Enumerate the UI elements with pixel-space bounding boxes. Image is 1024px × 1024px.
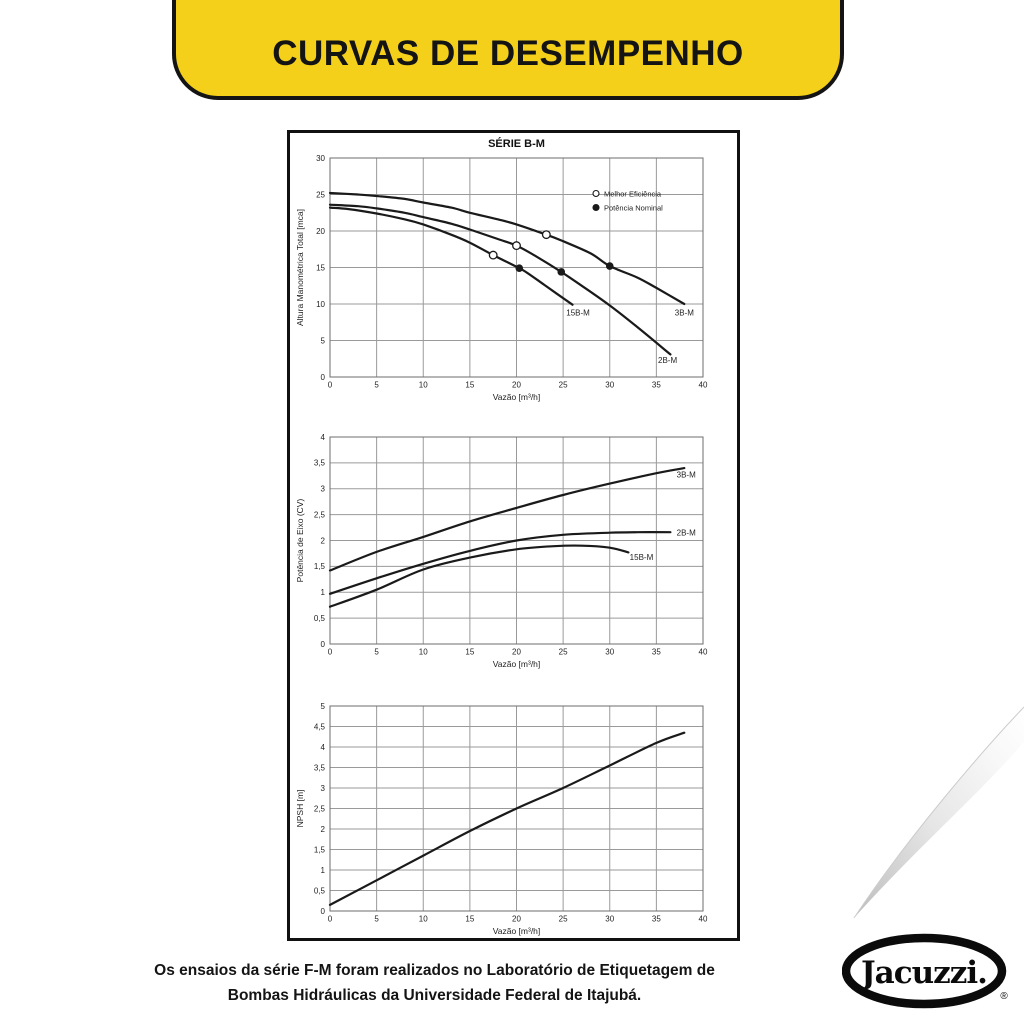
y-axis-label: NPSH [m] — [295, 789, 305, 828]
footer-note — [112, 958, 757, 1008]
svg-text:0: 0 — [320, 906, 325, 916]
svg-text:0: 0 — [327, 914, 333, 924]
svg-text:0: 0 — [327, 380, 333, 390]
svg-text:2: 2 — [320, 536, 325, 546]
svg-text:30: 30 — [605, 380, 615, 390]
series-label-2B-M: 2B-M — [658, 356, 678, 366]
svg-text:20: 20 — [512, 380, 521, 390]
svg-text:1,5: 1,5 — [313, 562, 325, 572]
rated-power-marker — [515, 264, 523, 272]
svg-text:2,5: 2,5 — [313, 510, 325, 520]
series-label-2B-M: 2B-M — [676, 528, 696, 538]
svg-text:4: 4 — [320, 432, 325, 442]
logo-text: Jacuzzi. — [861, 955, 987, 991]
performance-charts-panel — [287, 130, 740, 941]
series-label-3B-M: 3B-M — [676, 470, 696, 480]
footer-line-2: Bombas Hidráulicas da Universidade Federal de Itajubá. — [227, 987, 642, 1004]
svg-text:2: 2 — [320, 824, 325, 834]
svg-text:4: 4 — [320, 742, 325, 752]
y-axis-label: Altura Manométrica Total [mca] — [295, 209, 305, 326]
svg-text:0,5: 0,5 — [313, 613, 325, 623]
legend-open-marker-icon — [593, 191, 599, 197]
svg-text:40: 40 — [698, 914, 708, 924]
svg-text:1,5: 1,5 — [313, 845, 325, 855]
svg-text:25: 25 — [316, 190, 325, 200]
svg-text:3,5: 3,5 — [313, 458, 325, 468]
svg-text:5: 5 — [374, 647, 379, 657]
series-label-15B-M: 15B-M — [566, 308, 590, 318]
svg-text:2,5: 2,5 — [313, 804, 325, 814]
best-efficiency-marker — [489, 251, 497, 259]
svg-text:25: 25 — [558, 647, 568, 657]
legend-item-label: Melhor Eficiência — [604, 189, 662, 199]
jacuzzi-logo — [842, 933, 1024, 1017]
svg-text:10: 10 — [418, 914, 428, 924]
rated-power-marker — [557, 268, 565, 276]
svg-text:30: 30 — [316, 153, 325, 163]
svg-text:0: 0 — [320, 372, 325, 382]
registered-mark: ® — [1000, 991, 1008, 1002]
chart-title: SÉRIE B-M — [488, 138, 545, 150]
svg-text:10: 10 — [316, 299, 325, 309]
legend-filled-marker-icon — [593, 205, 599, 211]
x-axis-label: Vazão [m³/h] — [492, 926, 541, 936]
footer-line-1: Os ensaios da série F-M foram realizados no Laboratório de Etiquetagem de — [154, 962, 715, 979]
svg-text:30: 30 — [605, 914, 615, 924]
curl-shape — [854, 707, 1024, 918]
svg-text:35: 35 — [651, 647, 661, 657]
page-curl-decoration — [845, 686, 1024, 934]
svg-text:20: 20 — [316, 226, 325, 236]
svg-text:5: 5 — [374, 380, 379, 390]
series-label-15B-M: 15B-M — [629, 553, 654, 563]
y-axis-label: Potência de Eixo (CV) — [295, 498, 305, 583]
svg-text:5: 5 — [320, 701, 325, 711]
svg-text:3: 3 — [320, 484, 325, 494]
svg-text:0: 0 — [320, 639, 325, 649]
best-efficiency-marker — [543, 231, 551, 239]
svg-text:0: 0 — [327, 647, 333, 657]
svg-text:10: 10 — [418, 647, 428, 657]
svg-text:5: 5 — [374, 914, 379, 924]
series-label-3B-M: 3B-M — [674, 308, 694, 318]
svg-text:15: 15 — [465, 647, 475, 657]
svg-text:15: 15 — [465, 380, 475, 390]
svg-text:15: 15 — [465, 914, 475, 924]
svg-text:4,5: 4,5 — [313, 722, 325, 732]
svg-text:20: 20 — [512, 647, 521, 657]
rated-power-marker — [606, 262, 614, 270]
svg-text:5: 5 — [320, 336, 325, 346]
page-title: CURVAS DE DESEMPENHO — [272, 34, 744, 73]
svg-text:20: 20 — [512, 914, 521, 924]
x-axis-label: Vazão [m³/h] — [492, 392, 541, 402]
svg-text:30: 30 — [605, 647, 615, 657]
svg-text:3,5: 3,5 — [313, 763, 325, 773]
legend-item-label: Potência Nominal — [604, 203, 663, 213]
svg-text:35: 35 — [651, 380, 661, 390]
svg-text:15: 15 — [316, 263, 325, 273]
title-banner — [172, 0, 844, 100]
x-axis-label: Vazão [m³/h] — [492, 659, 541, 669]
chart-frame-border — [289, 132, 739, 940]
svg-text:25: 25 — [558, 914, 568, 924]
svg-text:40: 40 — [698, 647, 708, 657]
svg-text:1: 1 — [320, 588, 325, 598]
svg-text:3: 3 — [320, 783, 325, 793]
svg-text:40: 40 — [698, 380, 708, 390]
svg-text:35: 35 — [651, 914, 661, 924]
svg-text:25: 25 — [558, 380, 568, 390]
svg-text:10: 10 — [418, 380, 428, 390]
svg-text:1: 1 — [320, 865, 325, 875]
best-efficiency-marker — [513, 242, 521, 250]
svg-text:0,5: 0,5 — [313, 886, 325, 896]
